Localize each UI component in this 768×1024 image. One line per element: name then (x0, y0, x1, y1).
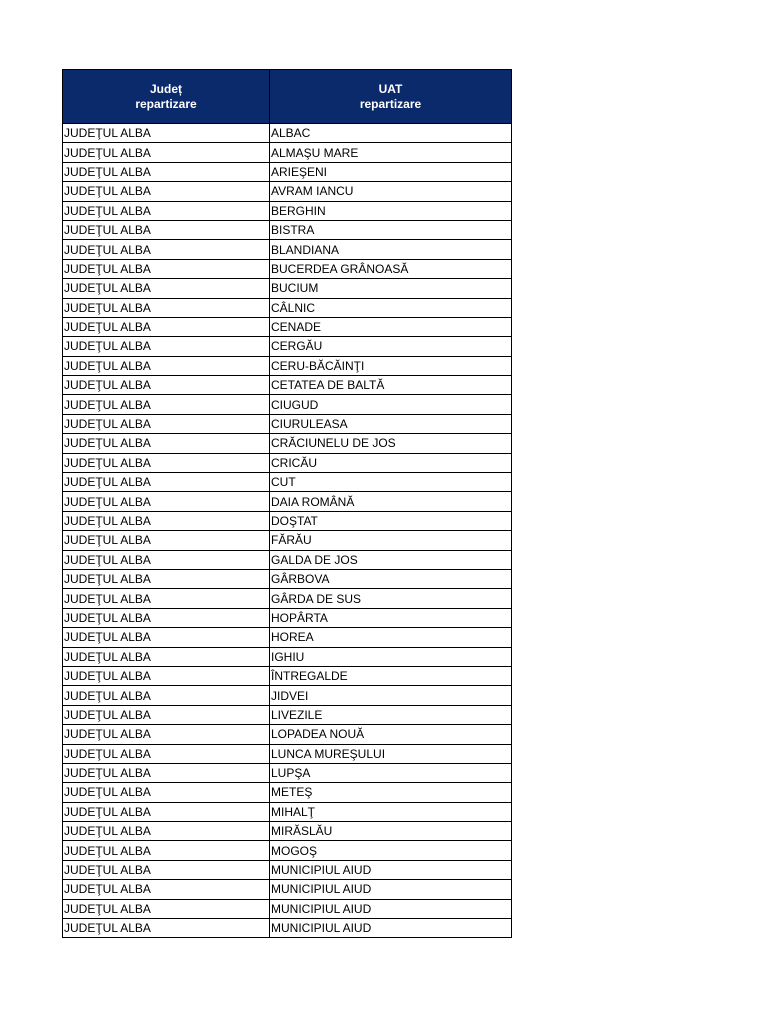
table-row (63, 453, 512, 472)
table-row (63, 666, 512, 685)
table-row (63, 473, 512, 492)
cell-judet: JUDEŢUL ALBA (63, 763, 270, 782)
cell-uat: MUNICIPIUL AIUD (270, 880, 512, 899)
cell-judet: JUDEŢUL ALBA (63, 783, 270, 802)
table-row (63, 395, 512, 414)
table-row (63, 182, 512, 201)
table-row (63, 124, 512, 143)
cell-judet: JUDEŢUL ALBA (63, 705, 270, 724)
cell-judet: JUDEŢUL ALBA (63, 434, 270, 453)
cell-judet: JUDEŢUL ALBA (63, 744, 270, 763)
cell-uat: BUCIUM (270, 279, 512, 298)
cell-uat: DAIA ROMÂNĂ (270, 492, 512, 511)
cell-judet: JUDEŢUL ALBA (63, 880, 270, 899)
table-row (63, 802, 512, 821)
cell-judet: JUDEŢUL ALBA (63, 686, 270, 705)
cell-judet: JUDEŢUL ALBA (63, 201, 270, 220)
cell-uat: CÂLNIC (270, 298, 512, 317)
cell-uat: BUCERDEA GRÂNOASĂ (270, 259, 512, 278)
table-row (63, 763, 512, 782)
cell-uat: LIVEZILE (270, 705, 512, 724)
cell-uat: LUPŞA (270, 763, 512, 782)
table-row (63, 899, 512, 918)
cell-judet: JUDEŢUL ALBA (63, 376, 270, 395)
cell-judet: JUDEŢUL ALBA (63, 337, 270, 356)
cell-uat: GÂRDA DE SUS (270, 589, 512, 608)
cell-judet: JUDEŢUL ALBA (63, 919, 270, 938)
cell-uat: CENADE (270, 317, 512, 336)
cell-judet: JUDEŢUL ALBA (63, 725, 270, 744)
header-judet-line2: repartizare (135, 96, 197, 111)
table-body (63, 124, 512, 938)
table-row (63, 569, 512, 588)
cell-judet: JUDEŢUL ALBA (63, 143, 270, 162)
cell-judet: JUDEŢUL ALBA (63, 550, 270, 569)
table-row (63, 628, 512, 647)
table-row (63, 608, 512, 627)
cell-uat: MIRĂSLĂU (270, 822, 512, 841)
cell-uat: HOREA (270, 628, 512, 647)
cell-judet: JUDEŢUL ALBA (63, 511, 270, 530)
table-row (63, 860, 512, 879)
cell-uat: GALDA DE JOS (270, 550, 512, 569)
table-row (63, 259, 512, 278)
cell-judet: JUDEŢUL ALBA (63, 220, 270, 239)
cell-uat: LOPADEA NOUĂ (270, 725, 512, 744)
cell-uat: BLANDIANA (270, 240, 512, 259)
cell-uat: IGHIU (270, 647, 512, 666)
cell-uat: CETATEA DE BALTĂ (270, 376, 512, 395)
cell-judet: JUDEŢUL ALBA (63, 841, 270, 860)
table-row (63, 531, 512, 550)
cell-judet: JUDEŢUL ALBA (63, 453, 270, 472)
spreadsheet-page (62, 69, 511, 938)
cell-judet: JUDEŢUL ALBA (63, 860, 270, 879)
cell-uat: FĂRĂU (270, 531, 512, 550)
cell-judet: JUDEŢUL ALBA (63, 569, 270, 588)
table-row (63, 279, 512, 298)
header-judet-line1: Județ (149, 81, 182, 96)
cell-judet: JUDEŢUL ALBA (63, 628, 270, 647)
cell-uat: MIHALŢ (270, 802, 512, 821)
cell-uat: GÂRBOVA (270, 569, 512, 588)
table-row (63, 298, 512, 317)
table-row (63, 725, 512, 744)
cell-judet: JUDEŢUL ALBA (63, 414, 270, 433)
cell-uat: CIUGUD (270, 395, 512, 414)
table-row (63, 162, 512, 181)
table-row (63, 550, 512, 569)
table-row (63, 705, 512, 724)
cell-uat: CERU-BĂCĂINŢI (270, 356, 512, 375)
table-row (63, 414, 512, 433)
table-row (63, 511, 512, 530)
cell-uat: CRĂCIUNELU DE JOS (270, 434, 512, 453)
table-row (63, 356, 512, 375)
header-uat-line1: UAT (378, 81, 403, 96)
cell-uat: BISTRA (270, 220, 512, 239)
cell-uat: JIDVEI (270, 686, 512, 705)
table-row (63, 143, 512, 162)
cell-judet: JUDEŢUL ALBA (63, 317, 270, 336)
table-row (63, 822, 512, 841)
cell-uat: ALBAC (270, 124, 512, 143)
cell-uat: CERGĂU (270, 337, 512, 356)
cell-judet: JUDEŢUL ALBA (63, 802, 270, 821)
cell-uat: AVRAM IANCU (270, 182, 512, 201)
cell-judet: JUDEŢUL ALBA (63, 298, 270, 317)
table-row (63, 880, 512, 899)
table-row (63, 337, 512, 356)
cell-uat: MUNICIPIUL AIUD (270, 919, 512, 938)
cell-uat: CIURULEASA (270, 414, 512, 433)
table-row (63, 919, 512, 938)
table-row (63, 201, 512, 220)
table-row (63, 744, 512, 763)
cell-judet: JUDEŢUL ALBA (63, 647, 270, 666)
cell-uat: MUNICIPIUL AIUD (270, 860, 512, 879)
header-uat (270, 70, 512, 124)
table-row (63, 686, 512, 705)
table-row (63, 492, 512, 511)
cell-uat: BERGHIN (270, 201, 512, 220)
cell-uat: MOGOŞ (270, 841, 512, 860)
cell-judet: JUDEŢUL ALBA (63, 395, 270, 414)
cell-judet: JUDEŢUL ALBA (63, 473, 270, 492)
cell-judet: JUDEŢUL ALBA (63, 899, 270, 918)
cell-judet: JUDEŢUL ALBA (63, 608, 270, 627)
cell-judet: JUDEŢUL ALBA (63, 666, 270, 685)
cell-judet: JUDEŢUL ALBA (63, 279, 270, 298)
cell-uat: MUNICIPIUL AIUD (270, 899, 512, 918)
table-row (63, 647, 512, 666)
cell-judet: JUDEŢUL ALBA (63, 822, 270, 841)
cell-uat: DOŞTAT (270, 511, 512, 530)
table-row (63, 589, 512, 608)
cell-judet: JUDEŢUL ALBA (63, 531, 270, 550)
cell-uat: CRICĂU (270, 453, 512, 472)
table-row (63, 240, 512, 259)
table-row (63, 376, 512, 395)
table-row (63, 841, 512, 860)
cell-uat: ALMAŞU MARE (270, 143, 512, 162)
cell-judet: JUDEŢUL ALBA (63, 492, 270, 511)
cell-judet: JUDEŢUL ALBA (63, 356, 270, 375)
table-row (63, 434, 512, 453)
cell-judet: JUDEŢUL ALBA (63, 124, 270, 143)
cell-judet: JUDEŢUL ALBA (63, 240, 270, 259)
table-row (63, 220, 512, 239)
cell-judet: JUDEŢUL ALBA (63, 162, 270, 181)
header-judet (63, 70, 270, 124)
cell-judet: JUDEŢUL ALBA (63, 259, 270, 278)
cell-judet: JUDEŢUL ALBA (63, 182, 270, 201)
cell-uat: HOPÂRTA (270, 608, 512, 627)
table-row (63, 783, 512, 802)
cell-judet: JUDEŢUL ALBA (63, 589, 270, 608)
cell-uat: ÎNTREGALDE (270, 666, 512, 685)
table-row (63, 317, 512, 336)
cell-uat: ARIEŞENI (270, 162, 512, 181)
cell-uat: LUNCA MUREŞULUI (270, 744, 512, 763)
table-header-row (63, 70, 512, 124)
cell-uat: METEŞ (270, 783, 512, 802)
header-uat-line2: repartizare (359, 96, 422, 111)
cell-uat: CUT (270, 473, 512, 492)
allocation-table (62, 69, 512, 938)
